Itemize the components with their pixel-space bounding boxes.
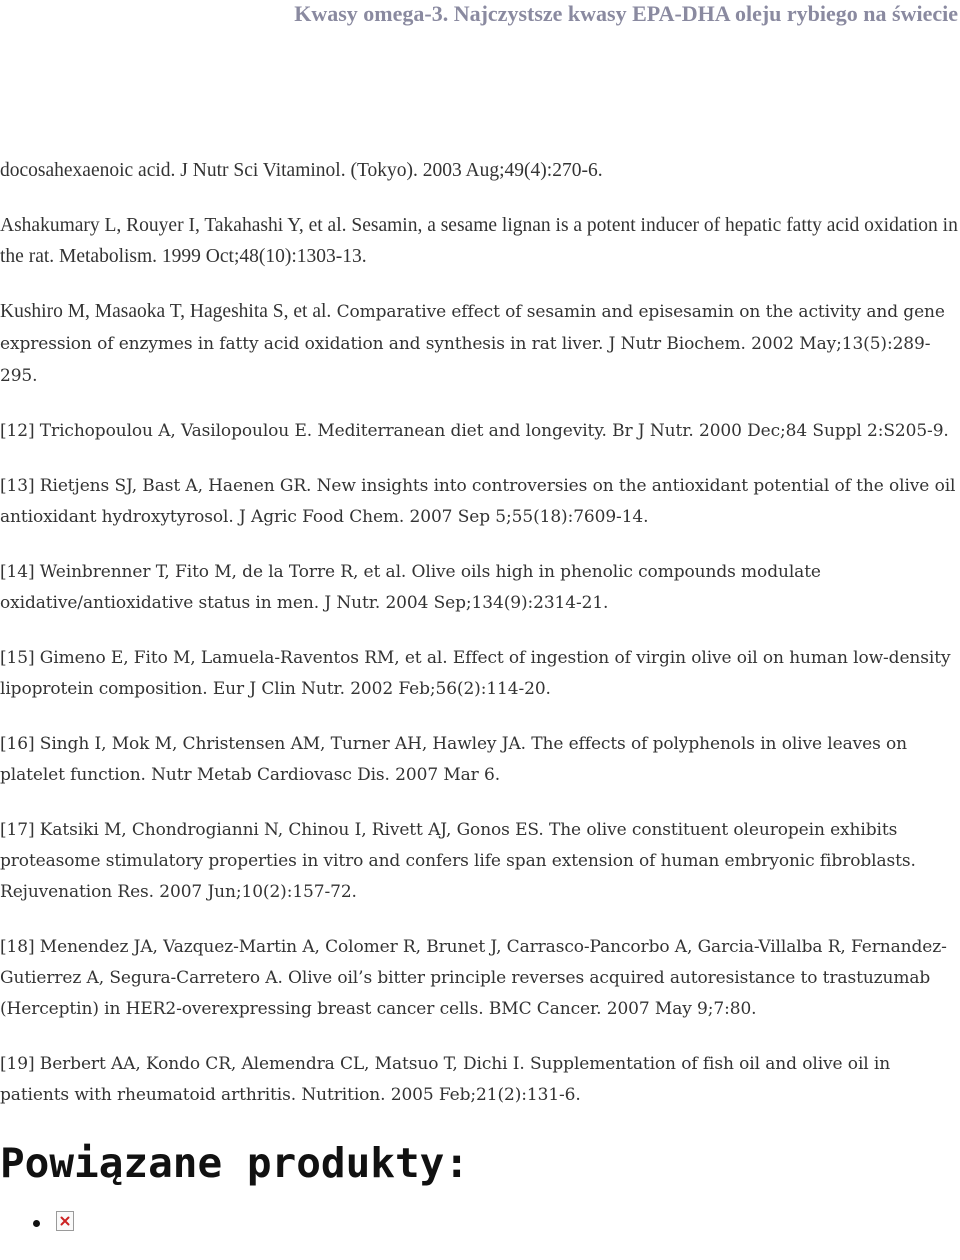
page-header-title: Kwasy omega-3. Najczystsze kwasy EPA-DHA oleju rybiego na świecie [294,1,958,26]
broken-image-x-mark [60,1216,70,1226]
reference-item [0,210,958,272]
reference-text: [16] Singh I, Mok M, Christensen AM, Turner AH, Hawley JA. The effects of polyphenols in olive leaves on platelet function. Nutr Metab Cardiovasc Dis. 2007 Mar 6. [0,734,907,785]
reference-item [0,155,958,186]
reference-text: docosahexaenoic acid. J Nutr Sci Vitaminol. (Tokyo). 2003 Aug;49(4):270-6. [0,160,603,181]
broken-image-icon[interactable] [56,1211,74,1231]
reference-item [0,815,958,908]
reference-item [0,932,958,1025]
related-product-item[interactable] [38,1211,958,1237]
bullet-dot [33,1220,40,1227]
reference-item [0,416,958,447]
reference-text: [17] Katsiki M, Chondrogianni N, Chinou I, Rivett AJ, Gonos ES. The olive constituent oleuropein exhibits proteasome stimulatory properties in vitro and confers life span extension of human embryonic fibroblasts. Rejuvenation Res. 2007 Jun;10(2):157-72. [0,820,916,902]
reference-item [0,557,958,619]
reference-item [0,471,958,533]
reference-item [0,729,958,791]
reference-text: [15] Gimeno E, Fito M, Lamuela-Raventos RM, et al. Effect of ingestion of virgin olive oil on human low-density lipoprotein composition. Eur J Clin Nutr. 2002 Feb;56(2):114-20. [0,648,951,699]
reference-text: Comparative effect of sesamin and episesamin on the activity and gene expression of enzymes in fatty acid oxidation and synthesis in rat liver. J Nutr Biochem. 2002 May;13(5):289-295. [0,302,945,386]
reference-authors: Kushiro M, Masaoka T, Hageshita S, et al. [0,301,332,322]
reference-text: [14] Weinbrenner T, Fito M, de la Torre R, et al. Olive oils high in phenolic compounds modulate oxidative/antioxidative status in men. J Nutr. 2004 Sep;134(9):2314-21. [0,562,821,613]
related-products-list [0,1211,958,1237]
related-products-heading: Powiązane produkty: [0,1139,469,1187]
reference-text: [19] Berbert AA, Kondo CR, Alemendra CL, Matsuo T, Dichi I. Supplementation of fish oil and olive oil in patients with rheumatoid arthritis. Nutrition. 2005 Feb;21(2):131-6. [0,1054,891,1105]
reference-item [0,296,958,392]
reference-text: [18] Menendez JA, Vazquez-Martin A, Colomer R, Brunet J, Carrasco-Pancorbo A, Garcia-Villalba R, Fernandez-Gutierrez A, Segura-Carretero A. Olive oil’s bitter principle reverses acquired autoresistance to trastuzumab (Herceptin) in HER2-overexpressing breast cancer cells. BMC Cancer. 2007 May 9;7:80. [0,937,947,1019]
reference-item [0,643,958,705]
reference-item [0,1049,958,1111]
reference-text: [13] Rietjens SJ, Bast A, Haenen GR. New insights into controversies on the antioxidant potential of the olive oil antioxidant hydroxytyrosol. J Agric Food Chem. 2007 Sep 5;55(18):7609-14. [0,476,956,527]
reference-text: Ashakumary L, Rouyer I, Takahashi Y, et al. Sesamin, a sesame lignan is a potent inducer of hepatic fatty acid oxidation in the rat. Metabolism. 1999 Oct;48(10):1303-13. [0,215,958,267]
references-section [0,155,958,1237]
reference-text: [12] Trichopoulou A, Vasilopoulou E. Mediterranean diet and longevity. Br J Nutr. 2000 Dec;84 Suppl 2:S205-9. [0,421,949,441]
